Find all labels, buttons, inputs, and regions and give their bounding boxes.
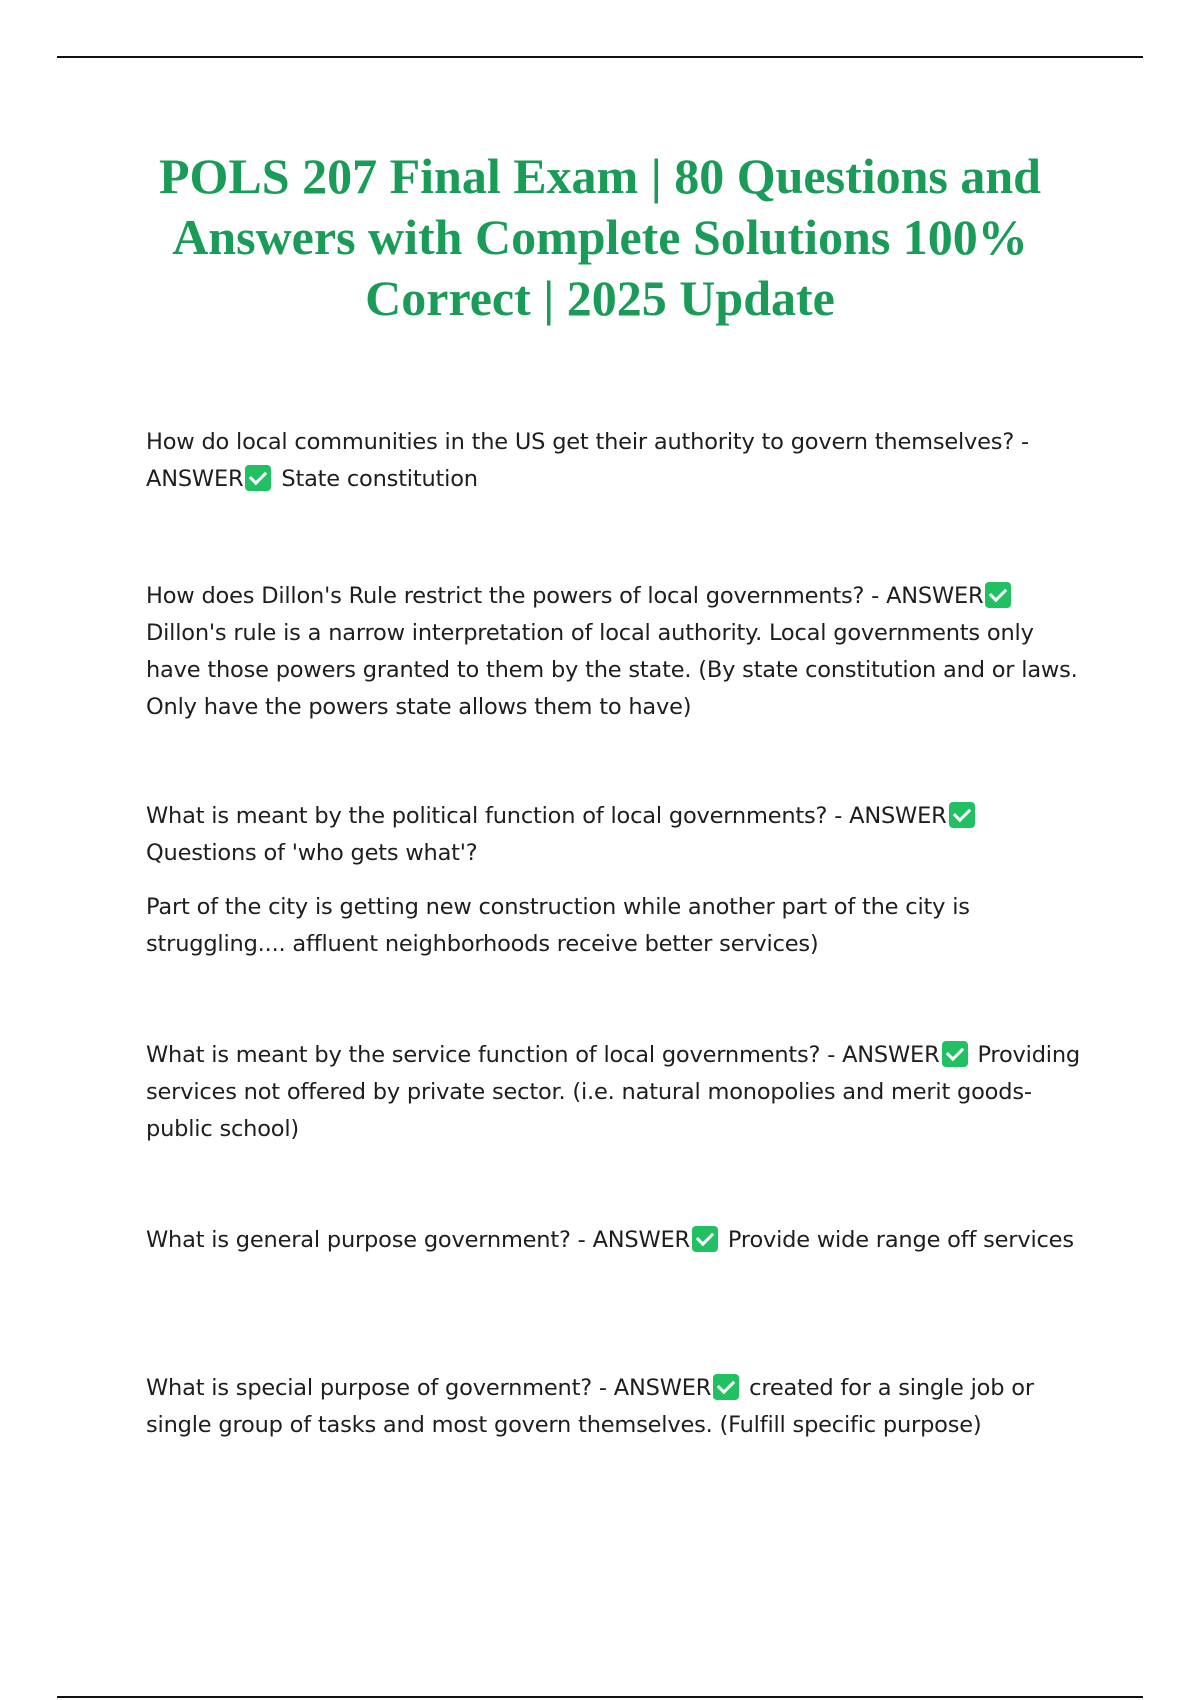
qa-item-6 bbox=[146, 1370, 1086, 1444]
bottom-rule bbox=[57, 1696, 1143, 1698]
question-text: What is special purpose of government? - bbox=[146, 1375, 607, 1401]
check-mark-icon bbox=[692, 1226, 718, 1252]
answer-extra: Part of the city is getting new construction while another part of the city is struggling.... affluent neighborhoods receive better services) bbox=[146, 894, 970, 957]
qa-item-3 bbox=[146, 798, 1086, 963]
question-text: How do local communities in the US get their authority to govern themselves? - bbox=[146, 429, 1029, 455]
qa-item-4 bbox=[146, 1037, 1086, 1148]
answer-marker: ANSWER bbox=[886, 583, 984, 609]
check-mark-icon bbox=[985, 582, 1011, 608]
qa-item-1 bbox=[146, 424, 1086, 498]
check-mark-icon bbox=[245, 465, 271, 491]
answer-marker: ANSWER bbox=[146, 466, 244, 492]
qa-text bbox=[146, 578, 1086, 726]
answer-marker: ANSWER bbox=[842, 1042, 940, 1068]
answer-text: Provide wide range off services bbox=[727, 1227, 1074, 1253]
qa-item-2 bbox=[146, 578, 1086, 726]
document-title: POLS 207 Final Exam | 80 Questions and Answers with Complete Solutions 100% Correct | 2025 Update bbox=[158, 148, 1041, 326]
check-mark-icon bbox=[942, 1041, 968, 1067]
question-text: How does Dillon's Rule restrict the powers of local governments? - bbox=[146, 583, 880, 609]
answer-text: created for a single job or single group of tasks and most govern themselves. (Fulfill specific purpose) bbox=[146, 1375, 1034, 1438]
qa-text bbox=[146, 424, 1086, 498]
answer-marker: ANSWER bbox=[592, 1227, 690, 1253]
qa-text bbox=[146, 798, 1086, 872]
question-text: What is general purpose government? - bbox=[146, 1227, 586, 1253]
qa-text bbox=[146, 1370, 1086, 1444]
qa-text bbox=[146, 1037, 1086, 1148]
top-rule bbox=[57, 56, 1143, 58]
check-mark-icon bbox=[949, 802, 975, 828]
answer-text: Questions of 'who gets what'? bbox=[146, 840, 478, 866]
qa-text bbox=[146, 1222, 1086, 1259]
question-text: What is meant by the political function of local governments? - bbox=[146, 803, 843, 829]
check-mark-icon bbox=[713, 1374, 739, 1400]
answer-text: State constitution bbox=[281, 466, 478, 492]
answer-marker: ANSWER bbox=[849, 803, 947, 829]
qa-item-5 bbox=[146, 1222, 1086, 1259]
question-text: What is meant by the service function of local governments? - bbox=[146, 1042, 836, 1068]
answer-text: Dillon's rule is a narrow interpretation of local authority. Local governments only have those powers granted to them by the state. (By state constitution and or laws. Only have the powers state allows them to have) bbox=[146, 620, 1078, 720]
answer-marker: ANSWER bbox=[613, 1375, 712, 1401]
answer-text: Providing services not offered by private sector. (i.e. natural monopolies and merit goods- public school) bbox=[146, 1042, 1080, 1142]
